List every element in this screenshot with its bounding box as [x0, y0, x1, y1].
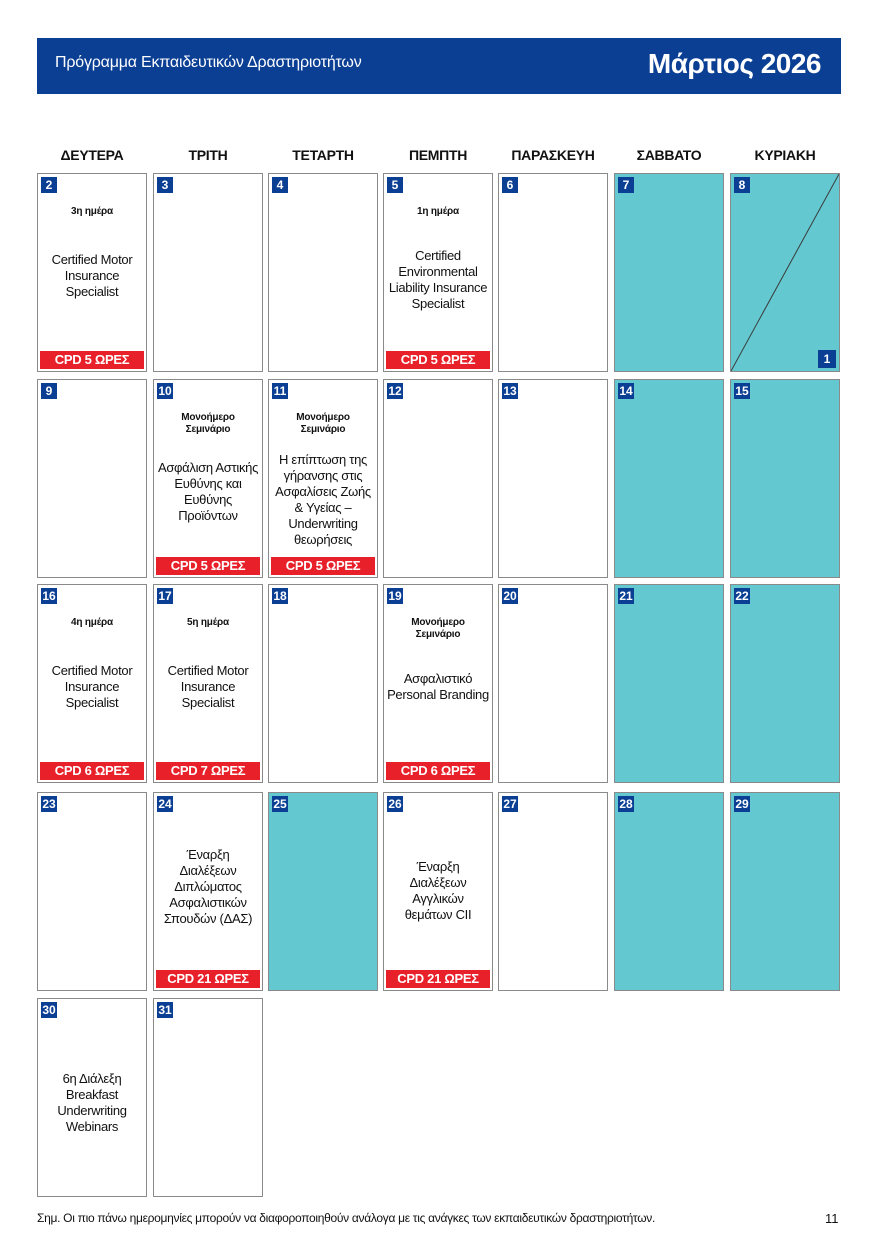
cpd-hours-badge: CPD 5 ΩΡΕΣ	[40, 351, 144, 369]
event-title: Certified Motor Insurance Specialist	[51, 663, 133, 710]
day-cell-27	[498, 792, 608, 991]
day-number: 14	[619, 384, 633, 398]
day-cell-19	[383, 584, 493, 783]
day-cell-22	[730, 584, 840, 783]
event-title: Certified Environmental Liability Insurance Specialist	[388, 248, 488, 311]
day-number: 2	[41, 177, 57, 193]
weekday-label: ΔΕΥΤΕΡΑ	[60, 147, 124, 163]
day-number: 13	[503, 384, 517, 398]
cpd-hours-badge: CPD 21 ΩΡΕΣ	[156, 970, 260, 988]
day-number: 18	[273, 589, 287, 603]
day-number: 30	[42, 1003, 56, 1017]
day-cell-23	[37, 792, 147, 991]
day-number: 28	[619, 797, 633, 811]
weekday-label: ΤΡΙΤΗ	[188, 147, 228, 163]
weekday-label: ΣΑΒΒΑΤΟ	[636, 147, 702, 163]
day-cell-25	[268, 792, 378, 991]
day-number: 8	[734, 177, 750, 193]
event-title: Έναρξη Διαλέξεων Αγγλικών θεμάτων CII	[404, 859, 472, 922]
cpd-hours-badge: CPD 6 ΩΡΕΣ	[386, 762, 490, 780]
day-number: 3	[157, 177, 173, 193]
day-number: 20	[503, 589, 517, 603]
event-title: Ασφάλιση Αστικής Ευθύνης και Ευθύνης Προϊόντων	[157, 460, 259, 523]
day-number: 9	[41, 383, 57, 399]
day-cell-31	[153, 998, 263, 1197]
day-cell-6	[498, 173, 608, 372]
next-month-day-number: 1	[818, 350, 836, 368]
day-cell-11	[268, 379, 378, 578]
day-number: 22	[735, 589, 749, 603]
day-cell-29	[730, 792, 840, 991]
cpd-hours-badge: CPD 6 ΩΡΕΣ	[40, 762, 144, 780]
day-number: 23	[42, 797, 56, 811]
page-number: 11	[825, 1211, 839, 1226]
day-number: 4	[272, 177, 288, 193]
day-number: 31	[158, 1003, 172, 1017]
day-cell-3	[153, 173, 263, 372]
split-day-diagonal	[731, 174, 839, 371]
day-number: 26	[388, 797, 402, 811]
day-cell-12	[383, 379, 493, 578]
event-label: Μονοήμερο Σεμινάριο	[411, 617, 465, 640]
cpd-hours-badge: CPD 7 ΩΡΕΣ	[156, 762, 260, 780]
weekday-label: ΤΕΤΑΡΤΗ	[292, 147, 354, 163]
day-number: 12	[388, 384, 402, 398]
day-number: 10	[158, 384, 172, 398]
day-cell-9	[37, 379, 147, 578]
event-title: Η επίπτωση της γήρανσης στις Ασφαλίσεις Ζωής & Υγείας – Underwriting θεωρήσεις	[275, 452, 371, 547]
day-cell-10	[153, 379, 263, 578]
day-number: 24	[158, 797, 172, 811]
day-number: 29	[735, 797, 749, 811]
weekday-label: ΠΕΜΠΤΗ	[408, 147, 468, 163]
event-title: Έναρξη Διαλέξεων Διπλώματος Ασφαλιστικών Σπουδών (ΔΑΣ)	[163, 847, 253, 926]
day-number: 16	[42, 589, 56, 603]
day-cell-7	[614, 173, 724, 372]
day-cell-13	[498, 379, 608, 578]
day-cell-2	[37, 173, 147, 372]
day-cell-4	[268, 173, 378, 372]
month-title: Μάρτιος 2026	[647, 48, 821, 79]
event-label: 4η ημέρα	[71, 617, 113, 628]
event-label: Μονοήμερο Σεμινάριο	[296, 412, 350, 435]
weekday-label: ΠΑΡΑΣΚΕΥΗ	[511, 147, 595, 163]
cpd-hours-badge: CPD 21 ΩΡΕΣ	[386, 970, 490, 988]
cpd-hours-badge: CPD 5 ΩΡΕΣ	[156, 557, 260, 575]
day-number: 11	[273, 384, 287, 398]
day-cell-5	[383, 173, 493, 372]
day-cell-28	[614, 792, 724, 991]
day-cell-17	[153, 584, 263, 783]
program-title: Πρόγραμμα Εκπαιδευτικών Δραστηριοτήτων	[55, 54, 362, 71]
event-label: 5η ημέρα	[187, 617, 229, 628]
day-cell-30	[37, 998, 147, 1197]
day-number: 15	[735, 384, 749, 398]
day-number: 19	[388, 589, 402, 603]
cpd-hours-badge: CPD 5 ΩΡΕΣ	[271, 557, 375, 575]
cpd-hours-badge: CPD 5 ΩΡΕΣ	[386, 351, 490, 369]
day-cell-21	[614, 584, 724, 783]
day-number: 7	[618, 177, 634, 193]
day-number: 21	[619, 589, 633, 603]
event-title: Certified Motor Insurance Specialist	[167, 663, 249, 710]
event-label: 1η ημέρα	[417, 206, 459, 217]
day-number: 27	[503, 797, 517, 811]
event-label: Μονοήμερο Σεμινάριο	[181, 412, 235, 435]
day-cell-20	[498, 584, 608, 783]
day-cell-15	[730, 379, 840, 578]
day-number: 6	[502, 177, 518, 193]
event-title: Certified Motor Insurance Specialist	[51, 252, 133, 299]
day-number: 25	[273, 797, 287, 811]
weekday-label: ΚΥΡΙΑΚΗ	[754, 147, 816, 163]
event-title: 6η Διάλεξη Breakfast Underwriting Webinars	[57, 1071, 127, 1134]
event-title: Ασφαλιστικό Personal Branding	[387, 671, 489, 702]
day-cell-8	[730, 173, 840, 372]
day-number: 17	[158, 589, 172, 603]
event-label: 3η ημέρα	[71, 206, 113, 217]
day-cell-16	[37, 584, 147, 783]
day-number: 5	[387, 177, 403, 193]
day-cell-14	[614, 379, 724, 578]
day-cell-24	[153, 792, 263, 991]
day-cell-26	[383, 792, 493, 991]
footnote: Σημ. Οι πιο πάνω ημερομηνίες μπορούν να διαφοροποιηθούν ανάλογα με τις ανάγκες των εκπαιδευτικών δραστηριοτήτων.	[37, 1211, 656, 1225]
page-header	[37, 38, 841, 94]
day-cell-18	[268, 584, 378, 783]
